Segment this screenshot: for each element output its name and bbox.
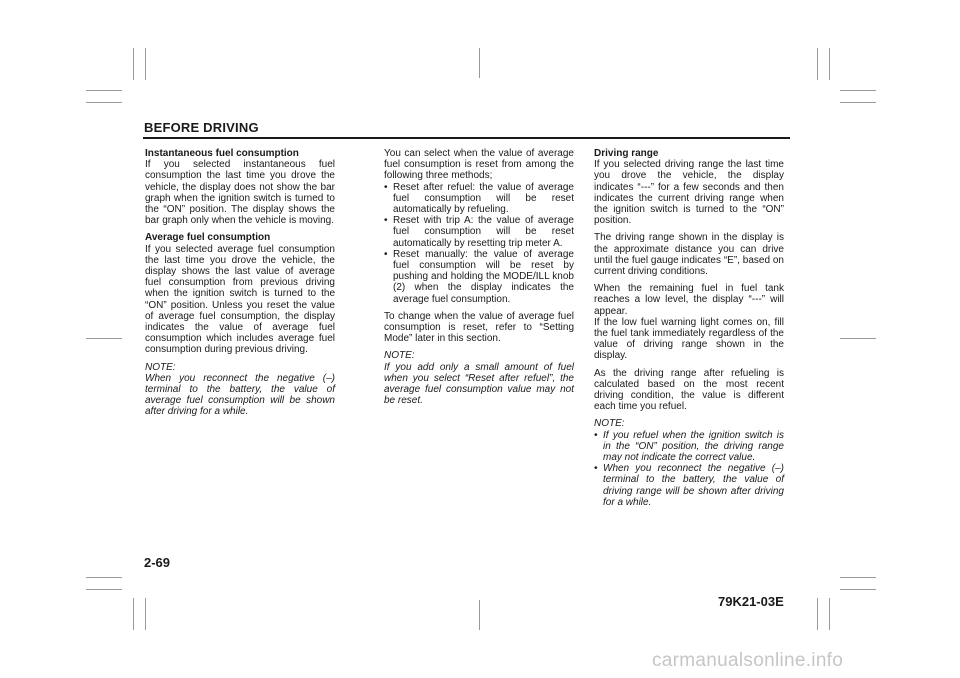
driving-range-p5: As the driving range after refueling is calculated based on the most recent driving condition, the value is different each time you refuel. <box>594 367 784 413</box>
crop-mark <box>479 600 480 630</box>
driving-range-heading: Driving range <box>594 148 659 159</box>
list-item: • When you reconnect the negative (–) terminal to the battery, the value of driving range will be shown after driving for a while. <box>594 463 784 508</box>
average-body: If you selected average fuel consumption the last time you drove the vehicle, the display shows the last value of average fuel consumption from previous driving when the ignition switch is turned to the “ON” position. Unless you reset the value of average fuel consumption, the display indicates the value of average fuel consumption which includes average fuel consumption during previous driving. <box>145 243 335 356</box>
crop-mark <box>479 48 480 78</box>
note-label: NOTE: <box>145 361 176 373</box>
list-item: • If you refuel when the ignition switch is in the “ON” position, the driving range may not indicate the correct value. <box>594 430 784 464</box>
crop-mark <box>133 598 134 630</box>
driving-range-p2: The driving range shown in the display is the approximate distance you can drive until the fuel gauge indicates “E”, based on current driving conditions. <box>594 232 784 278</box>
page-number: 2-69 <box>144 555 171 570</box>
column-middle <box>384 148 574 406</box>
document-code: 79K21-03E <box>718 594 784 609</box>
note-block <box>594 418 784 508</box>
note-label: NOTE: <box>384 350 415 362</box>
driving-range-p1: If you selected driving range the last time you drove the vehicle, the display indicates “---” for a few seconds and then indicates the current driving range when the ignition switch is turned to the “ON” position. <box>594 159 784 227</box>
list-item: • Reset manually: the value of average fuel consumption will be reset by pushing and holding the MODE/ILL knob (2) when the display indicates the average fuel consumption. <box>384 249 574 305</box>
list-item: • Reset with trip A: the value of average fuel consumption will be reset automatically by resetting trip meter A. <box>384 215 574 249</box>
reset-methods-list <box>384 182 574 305</box>
crop-mark <box>817 48 818 80</box>
crop-mark <box>133 48 134 80</box>
average-heading: Average fuel consumption <box>145 232 271 244</box>
crop-mark <box>86 102 122 103</box>
header-rule <box>143 137 790 139</box>
crop-mark <box>829 48 830 80</box>
crop-mark <box>840 102 876 103</box>
column-right <box>594 148 784 514</box>
crop-mark <box>145 48 146 80</box>
note-list <box>594 430 784 508</box>
change-reset-text: To change when the value of average fuel consumption is reset, refer to “Setting Mode” later in this section. <box>384 310 574 345</box>
note-block <box>384 350 574 406</box>
crop-mark <box>145 598 146 630</box>
instantaneous-heading: Instantaneous fuel consumption <box>145 148 299 159</box>
crop-mark <box>840 338 876 339</box>
reset-intro: You can select when the value of average fuel consumption is reset from among the following three methods; <box>384 148 574 182</box>
column-left <box>145 148 335 418</box>
note-text: If you add only a small amount of fuel when you select “Reset after refuel”, the average fuel consumption value may not be reset. <box>384 361 574 407</box>
driving-range-p3: When the remaining fuel in fuel tank reaches a low level, the display “---” will appear. <box>594 283 784 317</box>
crop-mark <box>86 338 122 339</box>
driving-range-p4: If the low fuel warning light comes on, fill the fuel tank immediately regardless of the value of driving range shown in the display. <box>594 316 784 362</box>
crop-mark <box>840 589 876 590</box>
crop-mark <box>86 90 122 91</box>
instantaneous-body: If you selected instantaneous fuel consumption the last time you drove the vehicle, the display does not show the bar graph when the ignition switch is turned to the “ON” position. The display shows the bar graph only when the vehicle is moving. <box>145 159 335 227</box>
crop-mark <box>86 577 122 578</box>
crop-mark <box>817 598 818 630</box>
crop-mark <box>829 598 830 630</box>
note-label: NOTE: <box>594 418 625 430</box>
crop-mark <box>840 90 876 91</box>
note-text: When you reconnect the negative (–) terminal to the battery, the value of average fuel consumption will be shown after driving for a while. <box>145 372 335 418</box>
crop-mark <box>86 589 122 590</box>
note-block <box>145 362 335 418</box>
crop-mark <box>840 577 876 578</box>
list-item: • Reset after refuel: the value of average fuel consumption will be reset automatically by refueling. <box>384 182 574 216</box>
watermark: carmanualsonline.info <box>652 650 844 671</box>
section-title: BEFORE DRIVING <box>144 120 259 135</box>
